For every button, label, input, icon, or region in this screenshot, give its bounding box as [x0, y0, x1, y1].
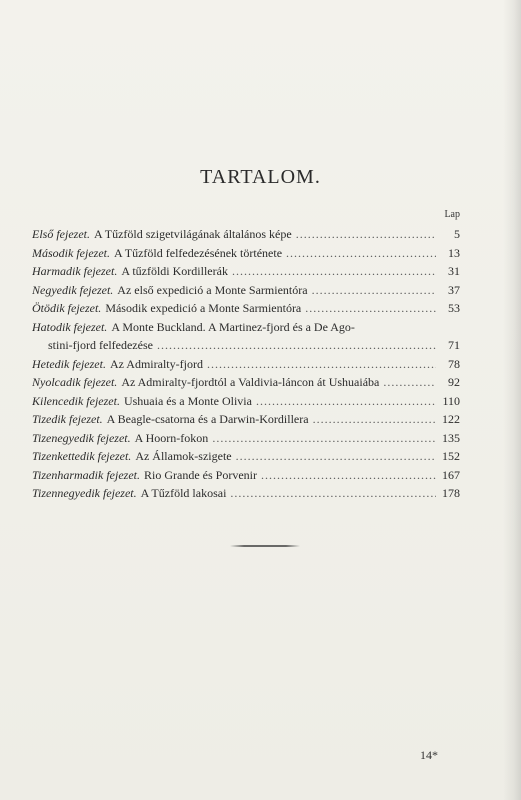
toc-chapter: Tizennegyedik fejezet.: [32, 486, 137, 500]
table-of-contents: [32, 225, 460, 503]
toc-entry: [32, 244, 460, 263]
toc-page-number: 71: [448, 338, 460, 352]
dot-leader: [212, 429, 436, 448]
toc-entry: [32, 355, 460, 374]
dot-leader: [296, 225, 436, 244]
toc-entry: [32, 281, 460, 300]
toc-chapter: Második fejezet.: [32, 245, 110, 260]
toc-chapter: Tizedik fejezet.: [32, 412, 103, 426]
toc-entry: [32, 262, 460, 281]
toc-page-number: 178: [442, 486, 460, 500]
dot-leader: [305, 299, 436, 318]
toc-title: A Monte Buckland. A Martinez-fjord és a De Ago-: [111, 319, 355, 334]
toc-title-continuation: stini-fjord felfedezése: [48, 338, 153, 352]
dot-leader: [383, 373, 436, 392]
toc-chapter: Hetedik fejezet.: [32, 356, 106, 371]
toc-title: Az első expedició a Monte Sarmientóra: [117, 282, 308, 297]
toc-title: A tűzföldi Kordillerák: [121, 264, 228, 278]
toc-page-number: 167: [442, 467, 460, 482]
toc-entry: [32, 429, 460, 448]
toc-chapter: Harmadik fejezet.: [32, 264, 118, 278]
toc-title: A Hoorn-fokon: [134, 430, 209, 445]
ornamental-rule: [230, 545, 300, 547]
toc-page-number: 5: [454, 227, 460, 241]
toc-entry: [32, 484, 460, 503]
toc-entry: [32, 410, 460, 429]
toc-page-number: 92: [448, 375, 460, 389]
toc-entry-continuation: [32, 336, 460, 355]
signature-mark: 14*: [420, 748, 438, 762]
toc-chapter: Ötödik fejezet.: [32, 301, 102, 315]
toc-chapter: Tizenegyedik fejezet.: [32, 430, 131, 445]
toc-page-number: 53: [448, 301, 460, 315]
toc-chapter: Nyolcadik fejezet.: [32, 375, 118, 389]
toc-chapter: Kilencedik fejezet.: [32, 393, 120, 408]
toc-title: A Tűzföld lakosai: [140, 486, 227, 500]
toc-entry: [32, 373, 460, 392]
toc-chapter: Hatodik fejezet.: [32, 319, 108, 334]
dot-leader: [261, 466, 436, 485]
dot-leader: [313, 410, 436, 429]
toc-page-number: 122: [442, 412, 460, 426]
toc-chapter: Első fejezet.: [32, 227, 90, 241]
dot-leader: [157, 336, 436, 355]
toc-page-number: 13: [448, 245, 460, 260]
toc-title: Az Admiralty-fjord: [109, 356, 203, 371]
dot-leader: [232, 262, 436, 281]
page-column-label: Lap: [444, 209, 460, 220]
toc-page-number: 31: [448, 264, 460, 278]
toc-entry: [32, 318, 460, 337]
page-edge-shadow: [503, 0, 521, 800]
dot-leader: [256, 392, 436, 411]
toc-page-number: 152: [442, 449, 460, 463]
toc-title: A Tűzföld felfedezésének története: [113, 245, 283, 260]
toc-entry: [32, 225, 460, 244]
toc-chapter: Negyedik fejezet.: [32, 282, 114, 297]
dot-leader: [230, 484, 436, 503]
dot-leader: [236, 447, 436, 466]
toc-entry: [32, 466, 460, 485]
toc-entry: [32, 392, 460, 411]
toc-page-number: 110: [442, 393, 460, 408]
dot-leader: [286, 244, 436, 263]
toc-chapter: Tizenkettedik fejezet.: [32, 449, 132, 463]
dot-leader: [207, 355, 436, 374]
toc-title: Ushuaia és a Monte Olivia: [123, 393, 252, 408]
toc-chapter: Tizenharmadik fejezet.: [32, 467, 140, 482]
toc-page-number: 37: [448, 282, 460, 297]
toc-title: Az Admiralty-fjordtól a Valdivia-láncon át Ushuaiába: [121, 375, 380, 389]
toc-title: A Beagle-csatorna és a Darwin-Kordillera: [106, 412, 309, 426]
toc-page-number: 78: [448, 356, 460, 371]
toc-page-number: 135: [442, 430, 460, 445]
toc-title: A Tűzföld szigetvilágának általános képe: [93, 227, 292, 241]
toc-entry: [32, 299, 460, 318]
toc-title: Az Államok-szigete: [135, 449, 232, 463]
toc-title: Rio Grande és Porvenir: [144, 467, 257, 482]
page-title: TARTALOM.: [200, 166, 321, 188]
toc-entry: [32, 447, 460, 466]
dot-leader: [312, 281, 436, 300]
toc-title: Második expedició a Monte Sarmientóra: [105, 301, 302, 315]
